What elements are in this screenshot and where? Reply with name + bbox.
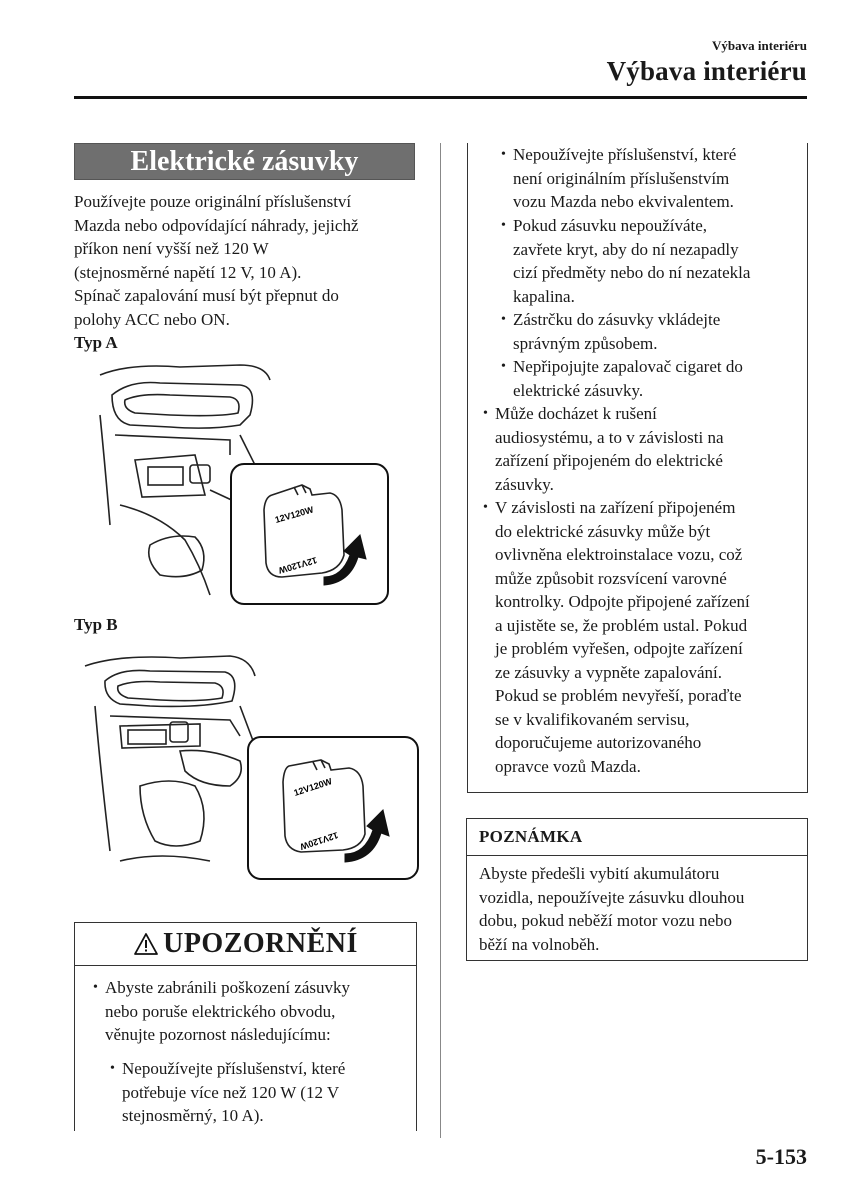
cap-label-bottom-b: 12V120W — [298, 830, 340, 852]
note-box — [466, 818, 808, 961]
bullet-line: Abyste zabránili poškození zásuvky — [105, 978, 351, 997]
figure-label-type-a: Typ A — [74, 333, 118, 352]
bullet-line: Pokud se problém nevyřeší, poraďte — [495, 686, 742, 705]
bullet-dot: • — [501, 312, 506, 327]
intro-line: Mazda nebo odpovídající náhrady, jejichž — [74, 215, 359, 235]
intro-line: Používejte pouze originální příslušenství — [74, 192, 352, 211]
note-line: běží na volnoběh. — [479, 934, 600, 954]
warning-sub-bullet-5 — [501, 355, 803, 402]
warning-bullet-1 — [93, 976, 415, 1047]
bullet-line: ovlivněna elektroinstalace vozu, což — [495, 545, 743, 564]
cap-label-top-b: 12V120W — [292, 776, 334, 798]
section-title: Elektrické zásuvky — [74, 143, 415, 180]
bullet-dot: • — [93, 980, 98, 995]
intro-paragraph — [74, 190, 424, 331]
running-header-title: Výbava interiéru — [606, 56, 807, 86]
bullet-line: Zástrčku do zásuvky vkládejte — [513, 310, 721, 329]
figure-type-a — [90, 355, 390, 605]
bullet-line: Nepoužívejte příslušenství, které — [513, 145, 737, 164]
bullet-line: stejnosměrný, 10 A). — [122, 1106, 264, 1125]
bullet-dot: • — [501, 218, 506, 233]
rotate-arrow-icon — [345, 810, 389, 862]
note-line: dobu, pokud neběží motor vozu nebo — [479, 911, 733, 930]
warning-title: UPOZORNĚNÍ — [163, 928, 358, 959]
bullet-line: se v kvalifikovaném servisu, — [495, 709, 690, 729]
cap-label-top-a: 12V120W — [273, 504, 315, 525]
note-line: Abyste předešli vybití akumulátoru — [479, 864, 720, 883]
bullet-line: kapalina. — [513, 286, 575, 306]
intro-line: (stejnosměrné napětí 12 V, 10 A). — [74, 262, 302, 282]
warning-bullet-2 — [483, 402, 800, 496]
bullet-line: Nepoužívejte příslušenství, které — [122, 1059, 346, 1078]
intro-line: příkon není vyšší než 120 W — [74, 239, 269, 258]
socket-cap-illustration-b — [249, 738, 417, 878]
warning-sub-bullet-3 — [501, 214, 803, 308]
column-divider — [440, 143, 441, 1138]
bullet-dot: • — [483, 406, 488, 421]
warning-sub-bullet-4 — [501, 308, 803, 355]
bullet-line: cizí předměty nebo do ní nezatekla — [513, 263, 751, 282]
figure-type-b — [80, 636, 420, 886]
note-line: vozidla, nepoužívejte zásuvku dlouhou — [479, 887, 745, 907]
rotate-arrow-icon — [324, 535, 366, 585]
bullet-line: věnujte pozornost následujícímu: — [105, 1025, 331, 1044]
figure-label-type-b: Typ B — [74, 615, 118, 634]
bullet-dot: • — [110, 1061, 115, 1076]
warning-header — [75, 923, 416, 966]
bullet-line: potřebuje více než 120 W (12 V — [122, 1082, 340, 1102]
socket-cap-illustration-a — [232, 465, 387, 603]
warning-sub-bullet-2 — [501, 143, 803, 214]
bullet-line: audiosystému, a to v závislosti na — [495, 427, 724, 447]
note-title: POZNÁMKA — [467, 819, 807, 856]
bullet-dot: • — [501, 359, 506, 374]
bullet-line: do elektrické zásuvky může být — [495, 521, 711, 541]
bullet-dot: • — [483, 500, 488, 515]
bullet-line: vozu Mazda nebo ekvivalentem. — [513, 192, 734, 211]
bullet-line: je problém vyřešen, odpojte zařízení — [495, 639, 743, 658]
bullet-line: Pokud zásuvku nepoužíváte, — [513, 216, 708, 235]
inset-closeup-a — [230, 463, 389, 605]
bullet-line: zásuvky. — [495, 474, 554, 494]
inset-closeup-b — [247, 736, 419, 880]
bullet-line: a ujistěte se, že problém ustal. Pokud — [495, 615, 748, 635]
bullet-line: ze zásuvky a vypněte zapalování. — [495, 662, 723, 682]
bullet-line: nebo poruše elektrického obvodu, — [105, 1001, 336, 1021]
bullet-line: Nepřipojujte zapalovač cigaret do — [513, 357, 743, 376]
bullet-line: správným způsobem. — [513, 333, 658, 353]
running-header-small: Výbava interiéru — [712, 38, 807, 53]
header-rule — [74, 96, 807, 99]
warning-box — [74, 922, 417, 1131]
bullet-line: doporučujeme autorizovaného — [495, 733, 702, 752]
warning-bullet-3 — [483, 496, 800, 778]
bullet-line: V závislosti na zařízení připojeném — [495, 498, 736, 517]
warning-continuation-box — [467, 143, 808, 793]
bullet-line: může způsobit rozsvícení varovné — [495, 568, 727, 588]
warning-triangle-icon — [133, 932, 159, 956]
bullet-line: opravce vozů Mazda. — [495, 756, 641, 776]
bullet-line: zařízení připojeném do elektrické — [495, 451, 723, 470]
intro-line: Spínač zapalování musí být přepnut do — [74, 286, 339, 305]
bullet-line: zavřete kryt, aby do ní nezapadly — [513, 239, 739, 259]
warning-sub-bullet-1 — [110, 1057, 412, 1128]
bullet-line: není originálním příslušenstvím — [513, 168, 730, 188]
bullet-line: kontrolky. Odpojte připojené zařízení — [495, 592, 750, 611]
note-text — [479, 862, 799, 956]
page-number: 5-153 — [755, 1144, 807, 1169]
bullet-dot: • — [501, 147, 506, 162]
intro-line: polohy ACC nebo ON. — [74, 309, 230, 329]
bullet-line: elektrické zásuvky. — [513, 380, 644, 400]
bullet-line: Může docházet k rušení — [495, 404, 657, 423]
cap-label-bottom-a: 12V120W — [277, 555, 319, 576]
